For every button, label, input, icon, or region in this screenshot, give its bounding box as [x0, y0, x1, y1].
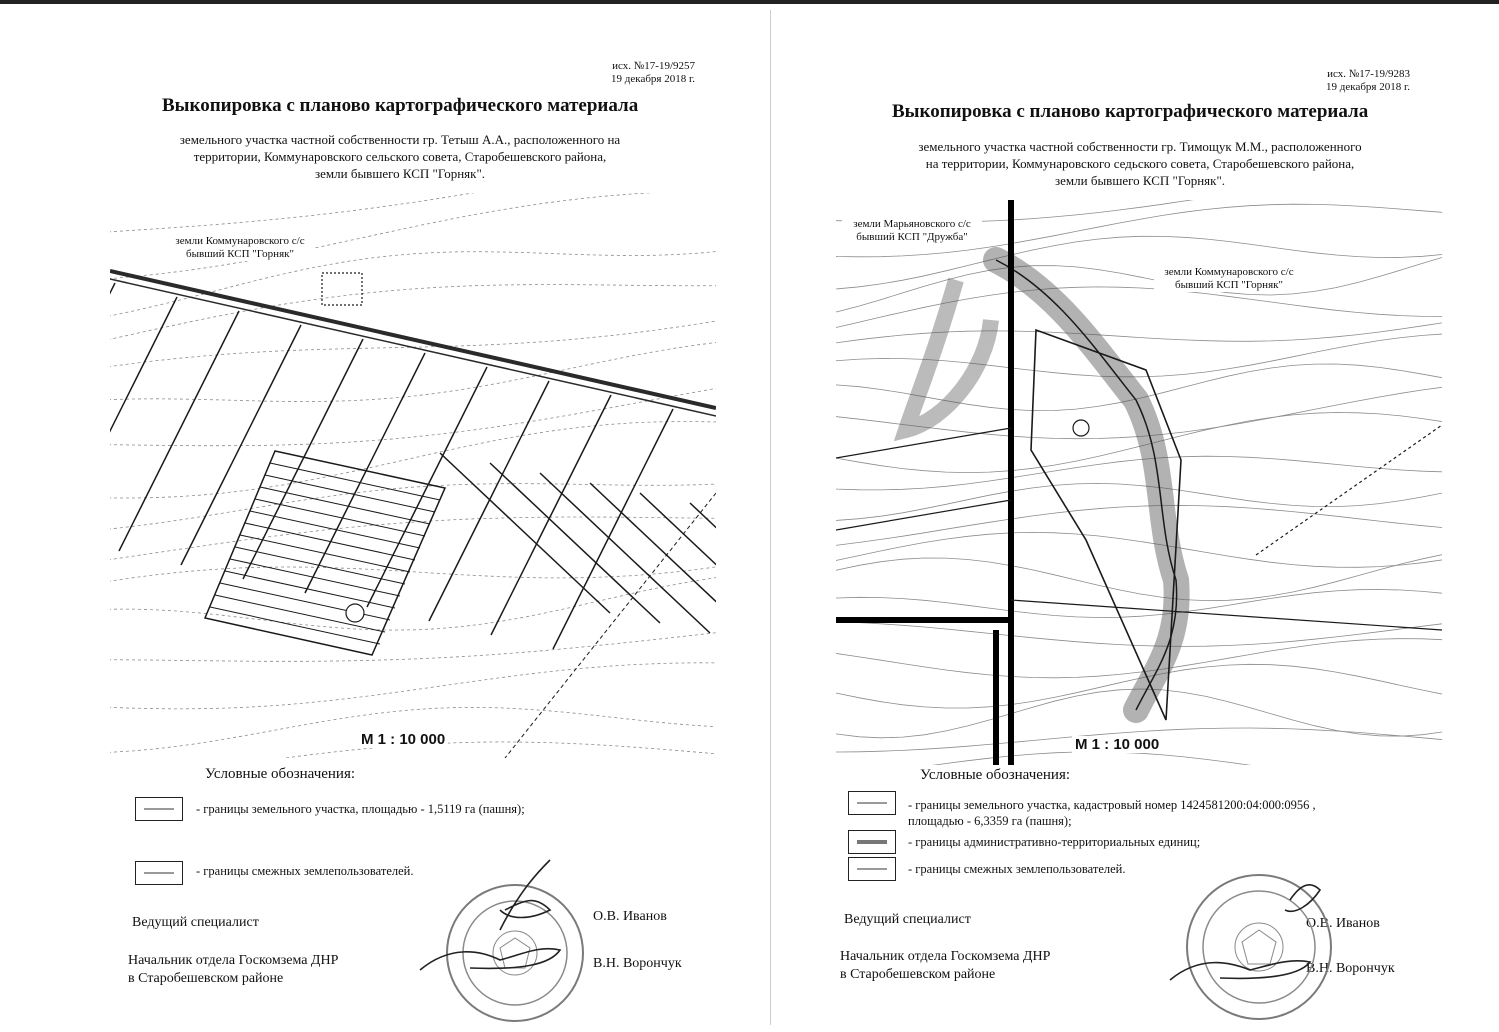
- document-subtitle: [120, 131, 680, 182]
- parcel-boundary: [553, 409, 673, 649]
- subtitle-line: на территории, Коммунаровского седьского совета, Старобешевского района,: [925, 156, 1355, 171]
- legend-neighbour-boundary: - границы смежных землепользователей.: [908, 862, 1126, 876]
- contour-line: [836, 551, 1442, 601]
- map-scale: М 1 : 10 000: [358, 731, 448, 748]
- contour-line: [110, 422, 716, 498]
- lead-specialist-title: Ведущий специалист: [132, 915, 259, 930]
- legend-swatch-plot-boundary: [135, 797, 183, 821]
- contour-line: [110, 340, 716, 402]
- parcel-boundary: [590, 483, 716, 643]
- lead-specialist-name: О.В. Иванов: [1306, 916, 1380, 931]
- parcel-boundary: [836, 428, 1011, 458]
- subtitle-line: территории, Коммунаровского сельского совета, Старобешевского района,: [193, 149, 607, 164]
- contour-line: [110, 384, 716, 445]
- contour-line: [110, 193, 716, 233]
- contour-line: [836, 251, 1442, 316]
- legend-swatch-neighbour-boundary: [848, 857, 896, 881]
- parcel-boundary: [110, 283, 115, 523]
- parcel-boundary: [491, 395, 611, 635]
- map-label-maryanovsky: земли Марьяновского с/с бывший КСП "Дружба": [842, 218, 982, 244]
- parcel-boundary: [305, 353, 425, 593]
- department-head-title: Начальник отдела Госкомзема ДНР в Старобешевском районе: [128, 953, 339, 986]
- contour-line: [110, 575, 716, 630]
- contour-line: [836, 287, 1442, 332]
- map-label-kommunarovsky: земли Коммунаровского с/с бывший КСП "Горняк": [1154, 266, 1304, 292]
- building-outline: [322, 273, 362, 305]
- parcel-boundary: [1011, 600, 1442, 630]
- contour-line: [110, 663, 716, 709]
- reference-date: 19 декабря 2018 г.: [611, 73, 695, 85]
- map-label-kommunarovsky: земли Коммунаровского с/с бывший КСП "Горняк": [165, 235, 315, 261]
- legend-neighbour-boundary: - границы смежных землепользователей.: [196, 864, 414, 878]
- department-head-title: Начальник отдела Госкомзема ДНР в Старобешевском районе: [840, 949, 1051, 982]
- parcel-boundary: [119, 311, 239, 551]
- road-line: [110, 279, 716, 416]
- legend-plot-boundary: - границы земельного участка, кадастровый номер 1424581200:04:000:0956 , площадью - 6,3359 га (пашня);: [908, 798, 1316, 828]
- parcel-boundary: [690, 503, 716, 663]
- contour-line: [836, 752, 1442, 765]
- document-title: Выкопировка с планово картографического материала: [892, 101, 1369, 122]
- contour-line: [836, 319, 1442, 346]
- parcel-boundary: [243, 339, 363, 579]
- parcel-boundary: [440, 453, 610, 613]
- contour-line: [110, 630, 716, 661]
- reference-number: исх. №17-19/9283: [1327, 68, 1410, 80]
- contour-line: [836, 532, 1442, 567]
- survey-mark: [1073, 420, 1089, 436]
- survey-mark: [346, 604, 364, 622]
- legend-title: Условные обозначения:: [205, 766, 356, 782]
- reference-block: [560, 60, 695, 86]
- parcel-boundary: [540, 473, 710, 633]
- legend-swatch-plot-boundary: [848, 791, 896, 815]
- signature-scribble-icon: [410, 850, 610, 1000]
- map-extract: [836, 200, 1442, 765]
- document-subtitle: [860, 138, 1420, 189]
- parcel-boundary: [367, 367, 487, 607]
- lead-specialist-name: О.В. Иванов: [593, 909, 667, 924]
- legend-admin-boundary: - границы административно-территориальных единиц;: [908, 835, 1201, 849]
- dashed-boundary: [1256, 425, 1442, 555]
- legend-title: Условные обозначения:: [920, 767, 1071, 783]
- contour-line: [110, 563, 716, 584]
- map-drawing: [836, 200, 1442, 765]
- contour-line: [836, 621, 1442, 647]
- map-extract: [110, 193, 716, 758]
- signature-scribble-icon: [1150, 870, 1340, 1000]
- lead-specialist-title: Ведущий специалист: [844, 912, 971, 927]
- contour-line: [836, 456, 1442, 490]
- map-scale: М 1 : 10 000: [1072, 736, 1162, 753]
- reference-block: [1275, 68, 1410, 94]
- parcel-boundary: [836, 500, 1011, 530]
- legend-swatch-admin-boundary: [848, 830, 896, 854]
- subtitle-line: земли бывшего КСП "Горняк".: [1055, 173, 1225, 188]
- contour-line: [836, 236, 1442, 289]
- ravine-band: [906, 280, 991, 430]
- department-head-name: В.Н. Ворончук: [593, 956, 682, 971]
- legend-plot-boundary: - границы земельного участка, площадью - 1,5119 га (пашня);: [196, 802, 525, 816]
- subtitle-line: земельного участка частной собственности гр. Тимощук М.М., расположенного: [918, 139, 1362, 154]
- subtitle-line: земли бывшего КСП "Горняк".: [315, 166, 485, 181]
- subtitle-line: земельного участка частной собственности гр. Тетыш А.А., расположенного на: [179, 132, 621, 147]
- contour-line: [110, 317, 716, 369]
- reference-number: исх. №17-19/9257: [612, 60, 695, 72]
- document-title: Выкопировка с планово картографического материала: [162, 95, 639, 116]
- right-page: [770, 0, 1499, 1032]
- department-head-name: В.Н. Ворончук: [1306, 961, 1395, 976]
- legend-swatch-neighbour-boundary: [135, 861, 183, 885]
- reference-date: 19 декабря 2018 г.: [1326, 81, 1410, 93]
- map-drawing: [110, 193, 716, 758]
